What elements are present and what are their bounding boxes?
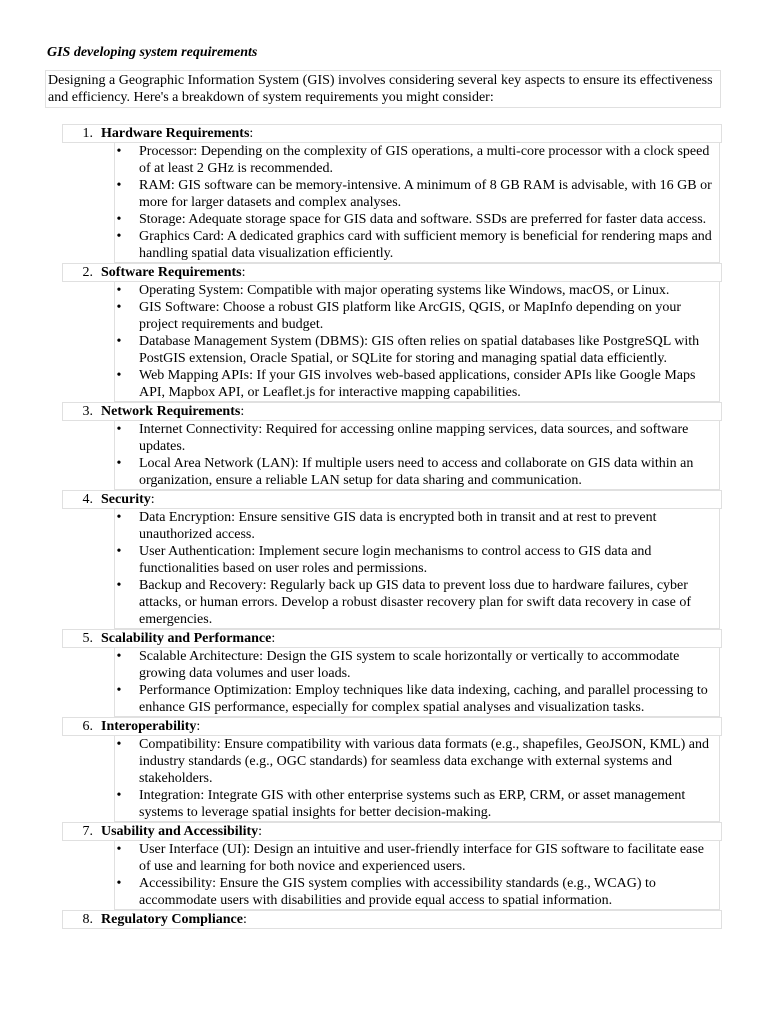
section-number: 6. xyxy=(82,719,93,734)
bullet-item-text: • Storage: Adequate storage space for GIS data and software. SSDs are preferred for faster data access. xyxy=(139,212,707,227)
section-number: 4. xyxy=(82,492,93,507)
section-heading-text xyxy=(100,823,262,840)
section-heading xyxy=(62,490,722,509)
bullet-item xyxy=(115,282,719,299)
bullet-list xyxy=(114,841,720,910)
bullet-item xyxy=(115,736,719,787)
bullet-list xyxy=(114,509,720,629)
bullet-item-text: • Compatibility: Ensure compatibility with various data formats (e.g., shapefiles, GeoJSON, KML) and industry standards (e.g., OGC standards) for seamless data exchange with external systems and stakeholders. xyxy=(139,737,710,786)
section-heading-text xyxy=(100,718,200,735)
section-heading xyxy=(62,629,722,648)
section-heading xyxy=(62,910,722,929)
bullet-item xyxy=(115,875,719,909)
bullet-item xyxy=(115,509,719,543)
bullet-item xyxy=(115,648,719,682)
section-title: Scalability and Performance xyxy=(101,631,272,646)
section-number: 2. xyxy=(82,265,93,280)
bullet-item xyxy=(115,228,719,262)
section-title-colon: : xyxy=(249,126,254,141)
section-title: Regulatory Compliance xyxy=(101,912,243,927)
bullet-item xyxy=(115,682,719,716)
bullet-list xyxy=(114,282,720,402)
section-heading-text xyxy=(100,630,275,647)
bullet-item xyxy=(115,455,719,489)
bullet-item-text: • Performance Optimization: Employ techniques like data indexing, caching, and parallel processing to enhance GIS performance, especially for complex spatial analyses and visualization tasks. xyxy=(139,683,708,715)
bullet-item xyxy=(115,333,719,367)
bullet-item-text: • User Authentication: Implement secure login mechanisms to control access to GIS data and functionalities based on user roles and permissions. xyxy=(139,544,652,576)
section-title: Security xyxy=(101,492,151,507)
section-heading xyxy=(62,717,722,736)
bullet-item-text: • Web Mapping APIs: If your GIS involves web-based applications, consider APIs like Google Maps API, Mapbox API, or Leaflet.js for interactive mapping capabilities. xyxy=(139,368,696,400)
section-heading-text xyxy=(100,911,247,928)
section-title-colon: : xyxy=(241,265,246,280)
section-heading-text xyxy=(100,403,244,420)
bullet-item xyxy=(115,143,719,177)
section-title: Software Requirements xyxy=(101,265,242,280)
section-title-colon: : xyxy=(150,492,155,507)
bullet-item-text: • Accessibility: Ensure the GIS system complies with accessibility standards (e.g., WCAG) to accommodate users with disabilities and provide equal access to spatial information. xyxy=(139,876,656,908)
section-number: 1. xyxy=(82,126,93,141)
bullet-item-text: • Local Area Network (LAN): If multiple users need to access and collaborate on GIS data within an organization, ensure a reliable LAN setup for data sharing and communication. xyxy=(139,456,694,488)
section-title-colon: : xyxy=(242,912,247,927)
section-title: Interoperability xyxy=(101,719,197,734)
bullet-list xyxy=(114,421,720,490)
bullet-item xyxy=(115,421,719,455)
bullet-list xyxy=(114,736,720,822)
section-title: Hardware Requirements xyxy=(101,126,250,141)
bullet-item-text: • Data Encryption: Ensure sensitive GIS data is encrypted both in transit and at rest to prevent unauthorized access. xyxy=(139,510,657,542)
intro-paragraph: Designing a Geographic Information System (GIS) involves considering several key aspects to ensure its effectiveness and efficiency. Here's a breakdown of system requirements you might consider: xyxy=(45,70,721,108)
section-number: 7. xyxy=(82,824,93,839)
requirements-list xyxy=(62,124,722,929)
bullet-list xyxy=(114,143,720,263)
bullet-item-text: • RAM: GIS software can be memory-intensive. A minimum of 8 GB RAM is advisable, with 16 GB or more for larger datasets and complex analyses. xyxy=(139,178,712,210)
bullet-item xyxy=(115,787,719,821)
bullet-item-text: • Integration: Integrate GIS with other enterprise systems such as ERP, CRM, or asset management systems to leverage spatial insights for better decision-making. xyxy=(139,788,686,820)
section-title-colon: : xyxy=(271,631,276,646)
bullet-list xyxy=(114,648,720,717)
section-number: 8. xyxy=(82,912,93,927)
bullet-item-text: • GIS Software: Choose a robust GIS platform like ArcGIS, QGIS, or MapInfo depending on your project requirements and budget. xyxy=(139,300,682,332)
bullet-item-text: • User Interface (UI): Design an intuitive and user-friendly interface for GIS software to facilitate ease of use and learning for both novice and experienced users. xyxy=(139,842,704,874)
section-number: 5. xyxy=(82,631,93,646)
section-title-colon: : xyxy=(196,719,201,734)
bullet-item-text: • Processor: Depending on the complexity of GIS operations, a multi-core processor with a clock speed of at least 2 GHz is recommended. xyxy=(139,144,710,176)
bullet-item xyxy=(115,299,719,333)
bullet-item-text: • Graphics Card: A dedicated graphics card with sufficient memory is beneficial for rendering maps and handling spatial data visualization efficiently. xyxy=(139,229,712,261)
bullet-item xyxy=(115,177,719,211)
section-heading-text xyxy=(100,264,246,281)
section-title-colon: : xyxy=(240,404,245,419)
section-heading xyxy=(62,822,722,841)
bullet-item xyxy=(115,543,719,577)
section-heading-text xyxy=(100,125,253,142)
bullet-item-text: • Scalable Architecture: Design the GIS system to scale horizontally or vertically to accommodate growing data volumes and user loads. xyxy=(139,649,680,681)
bullet-item xyxy=(115,211,719,228)
section-heading xyxy=(62,263,722,282)
bullet-item-text: • Database Management System (DBMS): GIS often relies on spatial databases like PostgreSQL with PostGIS extension, Oracle Spatial, or SQLite for storing and managing spatial data efficiently. xyxy=(139,334,700,366)
section-title-colon: : xyxy=(258,824,263,839)
bullet-item xyxy=(115,577,719,628)
section-title: Usability and Accessibility xyxy=(101,824,259,839)
bullet-item xyxy=(115,841,719,875)
section-heading-text xyxy=(100,491,155,508)
section-number: 3. xyxy=(82,404,93,419)
section-title: Network Requirements xyxy=(101,404,241,419)
bullet-item-text: • Internet Connectivity: Required for accessing online mapping services, data sources, and software updates. xyxy=(139,422,689,454)
document-title: GIS developing system requirements xyxy=(47,45,258,60)
bullet-item xyxy=(115,367,719,401)
bullet-item-text: • Operating System: Compatible with major operating systems like Windows, macOS, or Linux. xyxy=(139,283,670,298)
section-heading xyxy=(62,124,722,143)
bullet-item-text: • Backup and Recovery: Regularly back up GIS data to prevent loss due to hardware failures, cyber attacks, or human errors. Develop a robust disaster recovery plan for swift data recovery in case of emergencies. xyxy=(139,578,692,627)
section-heading xyxy=(62,402,722,421)
